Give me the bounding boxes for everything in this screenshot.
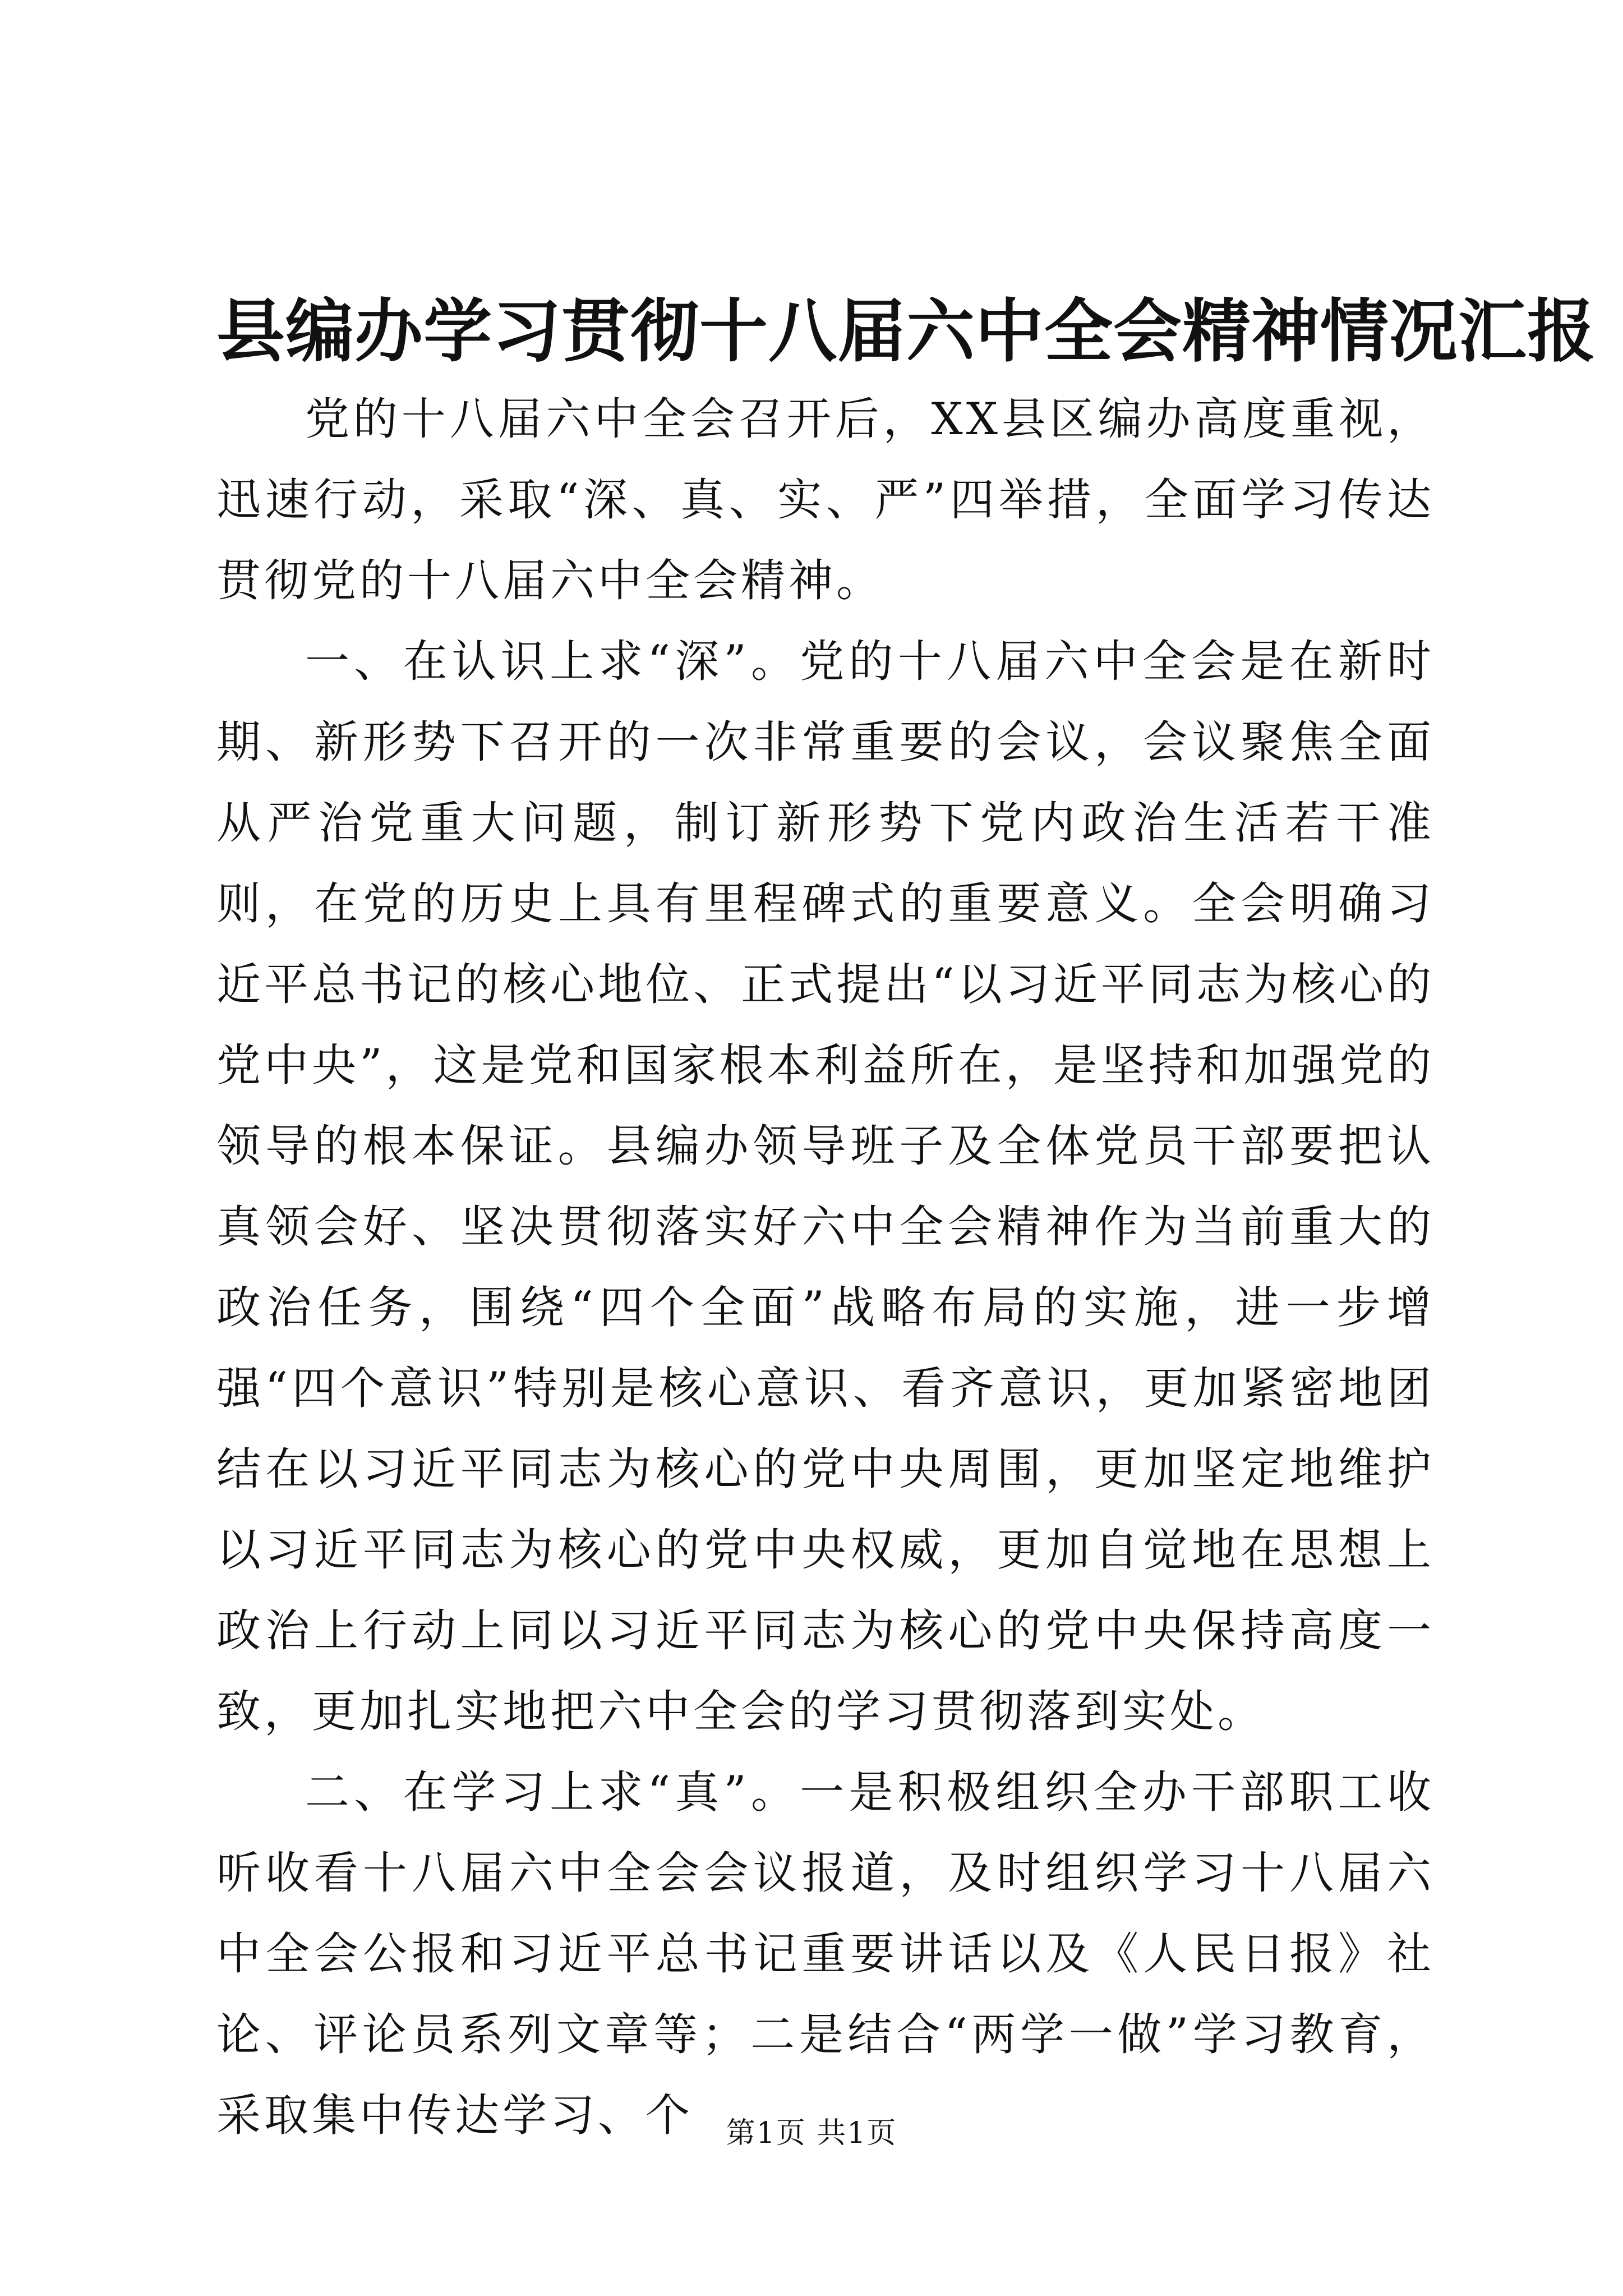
paragraph-section-1: 一、在认识上求“深”。党的十八届六中全会是在新时期、新形势下召开的一次非常重要的会议，会议聚焦全面从严治党重大问题，制订新形势下党内政治生活若干准则，在党的历史上具有里程碑式的重要意义。全会明确习近平总书记的核心地位、正式提出“以习近平同志为核心的党中央”，这是党和国家根本利益所在，是坚持和加强党的领导的根本保证。县编办领导班子及全体党员干部要把认真领会好、坚决贯彻落实好六中全会精神作为当前重大的政治任务，围绕“四个全面”战略布局的实施，进一步增强“四个意识”特别是核心意识、看齐意识，更加紧密地团结在以习近平同志为核心的党中央周围，更加坚定地维护以习近平同志为核心的党中央权威，更加自觉地在思想上政治上行动上同以习近平同志为核心的党中央保持高度一致，更加扎实地把六中全会的学习贯彻落到实处。	[216, 636, 1435, 1737]
paragraph-intro: 党的十八届六中全会召开后，XX县区编办高度重视，迅速行动，采取“深、真、实、严”四举措，全面学习传达贯彻党的十八届六中全会精神。	[216, 393, 1435, 606]
document-title: 县编办学习贯彻十八届六中全会精神情况汇报	[216, 291, 1596, 371]
page-footer: 第1页 共1页	[726, 2116, 897, 2150]
paragraph-section-2: 二、在学习上求“真”。一是积极组织全办干部职工收听收看十八届六中全会会议报道，及时组织学习十八届六中全会公报和习近平总书记重要讲话以及《人民日报》社论、评论员系列文章等；二是结合“两学一做”学习教育，采取集中传达学习、个	[216, 1766, 1435, 2141]
